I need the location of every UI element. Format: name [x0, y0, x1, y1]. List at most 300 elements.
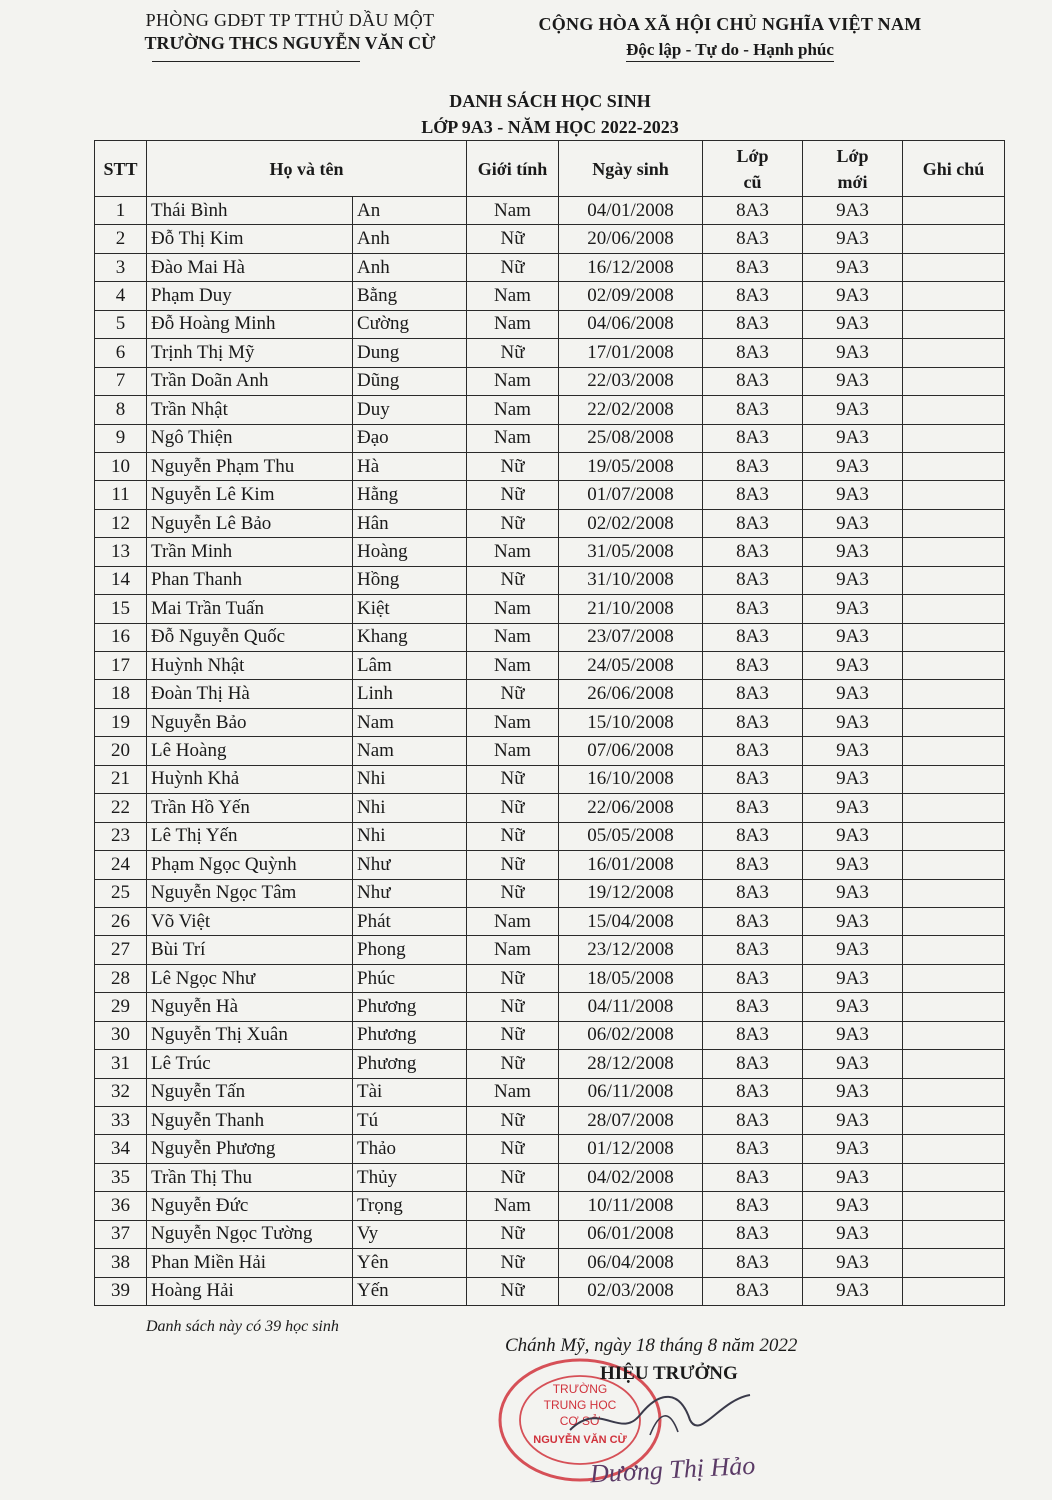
cell-dob: 16/10/2008	[559, 765, 703, 793]
cell-name: Phạm Ngọc Quỳnh	[147, 851, 353, 879]
cell-dob: 19/12/2008	[559, 879, 703, 907]
cell-note	[903, 481, 1005, 509]
cell-note	[903, 282, 1005, 310]
table-row	[95, 879, 1005, 907]
handwritten-signature	[560, 1380, 760, 1450]
cell-stt: 30	[95, 1021, 147, 1049]
cell-note	[903, 595, 1005, 623]
issuing-office-header	[100, 10, 480, 54]
cell-new-class: 9A3	[803, 452, 903, 480]
cell-old-class: 8A3	[703, 396, 803, 424]
cell-note	[903, 1021, 1005, 1049]
table-row	[95, 1277, 1005, 1305]
cell-dob: 07/06/2008	[559, 737, 703, 765]
cell-given-name: Nam	[353, 737, 467, 765]
cell-name: Trần Hồ Yến	[147, 794, 353, 822]
cell-new-class: 9A3	[803, 964, 903, 992]
svg-text:TRUNG HỌC: TRUNG HỌC	[543, 1398, 617, 1412]
cell-old-class: 8A3	[703, 1078, 803, 1106]
table-row	[95, 794, 1005, 822]
table-row	[95, 1078, 1005, 1106]
cell-new-class: 9A3	[803, 1107, 903, 1135]
table-row	[95, 851, 1005, 879]
cell-new-class: 9A3	[803, 566, 903, 594]
cell-new-class: 9A3	[803, 1050, 903, 1078]
cell-old-class: 8A3	[703, 197, 803, 225]
cell-new-class: 9A3	[803, 936, 903, 964]
cell-new-class: 9A3	[803, 1192, 903, 1220]
cell-new-class: 9A3	[803, 1277, 903, 1305]
cell-dob: 23/07/2008	[559, 623, 703, 651]
cell-gender: Nam	[467, 737, 559, 765]
cell-given-name: Đạo	[353, 424, 467, 452]
cell-name: Nguyễn Thanh	[147, 1107, 353, 1135]
cell-gender: Nam	[467, 907, 559, 935]
cell-old-class: 8A3	[703, 993, 803, 1021]
cell-dob: 01/07/2008	[559, 481, 703, 509]
cell-new-class: 9A3	[803, 1078, 903, 1106]
national-header	[495, 14, 965, 62]
roster-body	[95, 197, 1005, 1306]
cell-old-class: 8A3	[703, 765, 803, 793]
cell-new-class: 9A3	[803, 1135, 903, 1163]
cell-stt: 23	[95, 822, 147, 850]
cell-given-name: Hoàng	[353, 538, 467, 566]
cell-gender: Nữ	[467, 225, 559, 253]
cell-stt: 14	[95, 566, 147, 594]
table-row	[95, 1135, 1005, 1163]
cell-note	[903, 708, 1005, 736]
cell-given-name: Trọng	[353, 1192, 467, 1220]
cell-given-name: Anh	[353, 253, 467, 281]
cell-dob: 31/05/2008	[559, 538, 703, 566]
cell-gender: Nữ	[467, 1220, 559, 1248]
cell-note	[903, 1249, 1005, 1277]
cell-stt: 36	[95, 1192, 147, 1220]
cell-gender: Nam	[467, 197, 559, 225]
cell-given-name: Kiệt	[353, 595, 467, 623]
cell-stt: 3	[95, 253, 147, 281]
cell-given-name: Nhi	[353, 822, 467, 850]
cell-old-class: 8A3	[703, 566, 803, 594]
school-name-underline	[152, 61, 360, 62]
cell-new-class: 9A3	[803, 424, 903, 452]
cell-given-name: Thủy	[353, 1163, 467, 1191]
cell-gender: Nữ	[467, 993, 559, 1021]
cell-name: Ngô Thiện	[147, 424, 353, 452]
cell-stt: 22	[95, 794, 147, 822]
cell-old-class: 8A3	[703, 367, 803, 395]
cell-stt: 7	[95, 367, 147, 395]
cell-note	[903, 765, 1005, 793]
cell-new-class: 9A3	[803, 396, 903, 424]
cell-old-class: 8A3	[703, 652, 803, 680]
school-name: TRƯỜNG THCS NGUYỄN VĂN CỪ	[144, 33, 436, 53]
cell-note	[903, 1192, 1005, 1220]
cell-new-class: 9A3	[803, 652, 903, 680]
cell-given-name: Tài	[353, 1078, 467, 1106]
cell-new-class: 9A3	[803, 879, 903, 907]
cell-old-class: 8A3	[703, 225, 803, 253]
cell-gender: Nữ	[467, 253, 559, 281]
cell-new-class: 9A3	[803, 310, 903, 338]
cell-name: Đoàn Thị Hà	[147, 680, 353, 708]
cell-stt: 29	[95, 993, 147, 1021]
cell-gender: Nữ	[467, 822, 559, 850]
cell-stt: 32	[95, 1078, 147, 1106]
cell-given-name: Dũng	[353, 367, 467, 395]
cell-new-class: 9A3	[803, 367, 903, 395]
cell-note	[903, 822, 1005, 850]
cell-old-class: 8A3	[703, 822, 803, 850]
cell-name: Đỗ Thị Kim	[147, 225, 353, 253]
cell-dob: 06/04/2008	[559, 1249, 703, 1277]
cell-given-name: An	[353, 197, 467, 225]
cell-note	[903, 1078, 1005, 1106]
cell-new-class: 9A3	[803, 595, 903, 623]
cell-dob: 15/10/2008	[559, 708, 703, 736]
cell-stt: 17	[95, 652, 147, 680]
col-header-stt: STT	[95, 141, 147, 197]
cell-given-name: Yên	[353, 1249, 467, 1277]
cell-dob: 19/05/2008	[559, 452, 703, 480]
cell-dob: 26/06/2008	[559, 680, 703, 708]
cell-name: Nguyễn Đức	[147, 1192, 353, 1220]
cell-given-name: Hằng	[353, 481, 467, 509]
cell-name: Nguyễn Lê Kim	[147, 481, 353, 509]
cell-new-class: 9A3	[803, 197, 903, 225]
cell-gender: Nữ	[467, 481, 559, 509]
table-row	[95, 1249, 1005, 1277]
table-row	[95, 708, 1005, 736]
cell-old-class: 8A3	[703, 595, 803, 623]
cell-note	[903, 509, 1005, 537]
cell-stt: 2	[95, 225, 147, 253]
table-row	[95, 225, 1005, 253]
col-header-gender: Giới tính	[467, 141, 559, 197]
table-row	[95, 253, 1005, 281]
cell-given-name: Lâm	[353, 652, 467, 680]
cell-dob: 01/12/2008	[559, 1135, 703, 1163]
cell-stt: 35	[95, 1163, 147, 1191]
student-count-note: Danh sách này có 39 học sinh	[146, 1318, 339, 1335]
cell-gender: Nữ	[467, 1249, 559, 1277]
cell-old-class: 8A3	[703, 1163, 803, 1191]
cell-gender: Nữ	[467, 1021, 559, 1049]
cell-given-name: Như	[353, 851, 467, 879]
cell-gender: Nữ	[467, 1050, 559, 1078]
cell-gender: Nữ	[467, 765, 559, 793]
cell-dob: 23/12/2008	[559, 936, 703, 964]
cell-old-class: 8A3	[703, 708, 803, 736]
cell-dob: 22/06/2008	[559, 794, 703, 822]
cell-stt: 5	[95, 310, 147, 338]
cell-note	[903, 396, 1005, 424]
cell-name: Lê Ngọc Như	[147, 964, 353, 992]
cell-gender: Nam	[467, 652, 559, 680]
cell-dob: 18/05/2008	[559, 964, 703, 992]
cell-given-name: Phong	[353, 936, 467, 964]
cell-stt: 6	[95, 339, 147, 367]
table-row	[95, 282, 1005, 310]
cell-given-name: Hân	[353, 509, 467, 537]
svg-text:NGUYỄN VĂN CỪ: NGUYỄN VĂN CỪ	[533, 1434, 627, 1446]
cell-gender: Nữ	[467, 794, 559, 822]
cell-dob: 02/03/2008	[559, 1277, 703, 1305]
cell-note	[903, 424, 1005, 452]
title-line-2: LỚP 9A3 - NĂM HỌC 2022-2023	[421, 117, 679, 137]
cell-new-class: 9A3	[803, 737, 903, 765]
svg-text:TRƯỜNG: TRƯỜNG	[552, 1382, 608, 1396]
cell-name: Phan Thanh	[147, 566, 353, 594]
table-row	[95, 680, 1005, 708]
cell-dob: 21/10/2008	[559, 595, 703, 623]
cell-name: Nguyễn Lê Bảo	[147, 509, 353, 537]
cell-old-class: 8A3	[703, 794, 803, 822]
signer-name: Dương Thị Hảo	[589, 1450, 756, 1489]
cell-old-class: 8A3	[703, 936, 803, 964]
cell-gender: Nữ	[467, 964, 559, 992]
table-row	[95, 964, 1005, 992]
cell-stt: 39	[95, 1277, 147, 1305]
cell-stt: 19	[95, 708, 147, 736]
cell-name: Nguyễn Thị Xuân	[147, 1021, 353, 1049]
cell-name: Đỗ Hoàng Minh	[147, 310, 353, 338]
cell-stt: 38	[95, 1249, 147, 1277]
cell-stt: 1	[95, 197, 147, 225]
cell-name: Huỳnh Nhật	[147, 652, 353, 680]
col-header-new-class: Lớp mới	[803, 141, 903, 197]
table-header-row	[95, 141, 1005, 197]
cell-old-class: 8A3	[703, 452, 803, 480]
cell-name: Trần Doãn Anh	[147, 367, 353, 395]
cell-gender: Nữ	[467, 680, 559, 708]
cell-name: Trần Thị Thu	[147, 1163, 353, 1191]
cell-given-name: Phát	[353, 907, 467, 935]
cell-dob: 15/04/2008	[559, 907, 703, 935]
svg-text:CƠ SỞ: CƠ SỞ	[559, 1414, 601, 1428]
cell-gender: Nữ	[467, 879, 559, 907]
cell-given-name: Dung	[353, 339, 467, 367]
table-row	[95, 367, 1005, 395]
table-row	[95, 623, 1005, 651]
cell-note	[903, 1277, 1005, 1305]
cell-old-class: 8A3	[703, 1220, 803, 1248]
cell-new-class: 9A3	[803, 907, 903, 935]
cell-dob: 02/09/2008	[559, 282, 703, 310]
cell-note	[903, 623, 1005, 651]
cell-dob: 20/06/2008	[559, 225, 703, 253]
cell-new-class: 9A3	[803, 282, 903, 310]
cell-name: Phạm Duy	[147, 282, 353, 310]
cell-old-class: 8A3	[703, 1021, 803, 1049]
cell-note	[903, 964, 1005, 992]
cell-new-class: 9A3	[803, 1220, 903, 1248]
cell-old-class: 8A3	[703, 964, 803, 992]
cell-new-class: 9A3	[803, 509, 903, 537]
cell-given-name: Phương	[353, 993, 467, 1021]
cell-name: Nguyễn Ngọc Tường	[147, 1220, 353, 1248]
cell-stt: 16	[95, 623, 147, 651]
cell-stt: 37	[95, 1220, 147, 1248]
cell-new-class: 9A3	[803, 765, 903, 793]
cell-gender: Nữ	[467, 509, 559, 537]
cell-name: Trần Minh	[147, 538, 353, 566]
cell-stt: 18	[95, 680, 147, 708]
cell-given-name: Vy	[353, 1220, 467, 1248]
cell-given-name: Khang	[353, 623, 467, 651]
cell-given-name: Duy	[353, 396, 467, 424]
cell-name: Nguyễn Bảo	[147, 708, 353, 736]
signing-date: Chánh Mỹ, ngày 18 tháng 8 năm 2022	[505, 1335, 798, 1356]
cell-note	[903, 225, 1005, 253]
cell-gender: Nam	[467, 310, 559, 338]
cell-note	[903, 452, 1005, 480]
cell-old-class: 8A3	[703, 282, 803, 310]
table-row	[95, 993, 1005, 1021]
cell-note	[903, 907, 1005, 935]
cell-old-class: 8A3	[703, 1107, 803, 1135]
cell-stt: 12	[95, 509, 147, 537]
cell-dob: 06/01/2008	[559, 1220, 703, 1248]
cell-given-name: Yến	[353, 1277, 467, 1305]
cell-name: Mai Trần Tuấn	[147, 595, 353, 623]
cell-gender: Nam	[467, 424, 559, 452]
cell-stt: 28	[95, 964, 147, 992]
table-row	[95, 339, 1005, 367]
cell-name: Nguyễn Ngọc Tâm	[147, 879, 353, 907]
cell-new-class: 9A3	[803, 708, 903, 736]
cell-dob: 04/06/2008	[559, 310, 703, 338]
cell-dob: 22/02/2008	[559, 396, 703, 424]
table-row	[95, 907, 1005, 935]
cell-name: Nguyễn Phương	[147, 1135, 353, 1163]
table-row	[95, 765, 1005, 793]
signer-role: HIỆU TRƯỞNG	[600, 1363, 738, 1384]
cell-stt: 33	[95, 1107, 147, 1135]
cell-note	[903, 794, 1005, 822]
cell-gender: Nữ	[467, 1107, 559, 1135]
cell-gender: Nam	[467, 595, 559, 623]
cell-dob: 05/05/2008	[559, 822, 703, 850]
cell-stt: 8	[95, 396, 147, 424]
cell-old-class: 8A3	[703, 623, 803, 651]
cell-old-class: 8A3	[703, 907, 803, 935]
cell-old-class: 8A3	[703, 509, 803, 537]
cell-gender: Nam	[467, 367, 559, 395]
table-row	[95, 538, 1005, 566]
cell-new-class: 9A3	[803, 822, 903, 850]
cell-name: Hoàng Hải	[147, 1277, 353, 1305]
cell-old-class: 8A3	[703, 1050, 803, 1078]
table-row	[95, 936, 1005, 964]
cell-name: Huỳnh Khả	[147, 765, 353, 793]
cell-old-class: 8A3	[703, 851, 803, 879]
table-row	[95, 652, 1005, 680]
table-row	[95, 452, 1005, 480]
cell-dob: 24/05/2008	[559, 652, 703, 680]
cell-given-name: Anh	[353, 225, 467, 253]
cell-note	[903, 652, 1005, 680]
cell-new-class: 9A3	[803, 225, 903, 253]
title-line-1: DANH SÁCH HỌC SINH	[449, 91, 651, 111]
table-row	[95, 1050, 1005, 1078]
cell-name: Nguyễn Phạm Thu	[147, 452, 353, 480]
cell-note	[903, 1107, 1005, 1135]
cell-old-class: 8A3	[703, 737, 803, 765]
cell-gender: Nam	[467, 396, 559, 424]
cell-given-name: Hồng	[353, 566, 467, 594]
cell-old-class: 8A3	[703, 538, 803, 566]
cell-new-class: 9A3	[803, 1021, 903, 1049]
cell-new-class: 9A3	[803, 993, 903, 1021]
cell-gender: Nữ	[467, 1163, 559, 1191]
col-header-note: Ghi chú	[903, 141, 1005, 197]
cell-given-name: Tú	[353, 1107, 467, 1135]
cell-old-class: 8A3	[703, 1277, 803, 1305]
cell-note	[903, 1135, 1005, 1163]
cell-name: Lê Hoàng	[147, 737, 353, 765]
cell-note	[903, 993, 1005, 1021]
cell-stt: 20	[95, 737, 147, 765]
document-title	[0, 88, 1052, 140]
cell-stt: 13	[95, 538, 147, 566]
cell-note	[903, 253, 1005, 281]
cell-old-class: 8A3	[703, 339, 803, 367]
cell-note	[903, 879, 1005, 907]
cell-dob: 16/01/2008	[559, 851, 703, 879]
cell-dob: 31/10/2008	[559, 566, 703, 594]
cell-given-name: Nam	[353, 708, 467, 736]
national-name: CỘNG HÒA XÃ HỘI CHỦ NGHĨA VIỆT NAM	[538, 14, 922, 34]
cell-note	[903, 367, 1005, 395]
cell-name: Trần Nhật	[147, 396, 353, 424]
col-header-dob: Ngày sinh	[559, 141, 703, 197]
cell-given-name: Thảo	[353, 1135, 467, 1163]
cell-given-name: Bằng	[353, 282, 467, 310]
cell-new-class: 9A3	[803, 538, 903, 566]
cell-stt: 26	[95, 907, 147, 935]
cell-given-name: Nhi	[353, 765, 467, 793]
table-row	[95, 197, 1005, 225]
table-row	[95, 595, 1005, 623]
table-row	[95, 1220, 1005, 1248]
cell-dob: 06/11/2008	[559, 1078, 703, 1106]
cell-gender: Nam	[467, 708, 559, 736]
cell-stt: 34	[95, 1135, 147, 1163]
cell-stt: 10	[95, 452, 147, 480]
cell-old-class: 8A3	[703, 879, 803, 907]
cell-note	[903, 851, 1005, 879]
cell-gender: Nam	[467, 1078, 559, 1106]
cell-old-class: 8A3	[703, 253, 803, 281]
table-row	[95, 396, 1005, 424]
col-header-old-class: Lớp cũ	[703, 141, 803, 197]
cell-stt: 9	[95, 424, 147, 452]
cell-new-class: 9A3	[803, 1249, 903, 1277]
cell-dob: 17/01/2008	[559, 339, 703, 367]
cell-name: Võ Việt	[147, 907, 353, 935]
cell-new-class: 9A3	[803, 1163, 903, 1191]
table-row	[95, 822, 1005, 850]
table-row	[95, 1021, 1005, 1049]
col-header-name: Họ và tên	[147, 141, 467, 197]
cell-old-class: 8A3	[703, 1135, 803, 1163]
cell-name: Nguyễn Hà	[147, 993, 353, 1021]
cell-dob: 04/11/2008	[559, 993, 703, 1021]
cell-note	[903, 197, 1005, 225]
cell-old-class: 8A3	[703, 310, 803, 338]
